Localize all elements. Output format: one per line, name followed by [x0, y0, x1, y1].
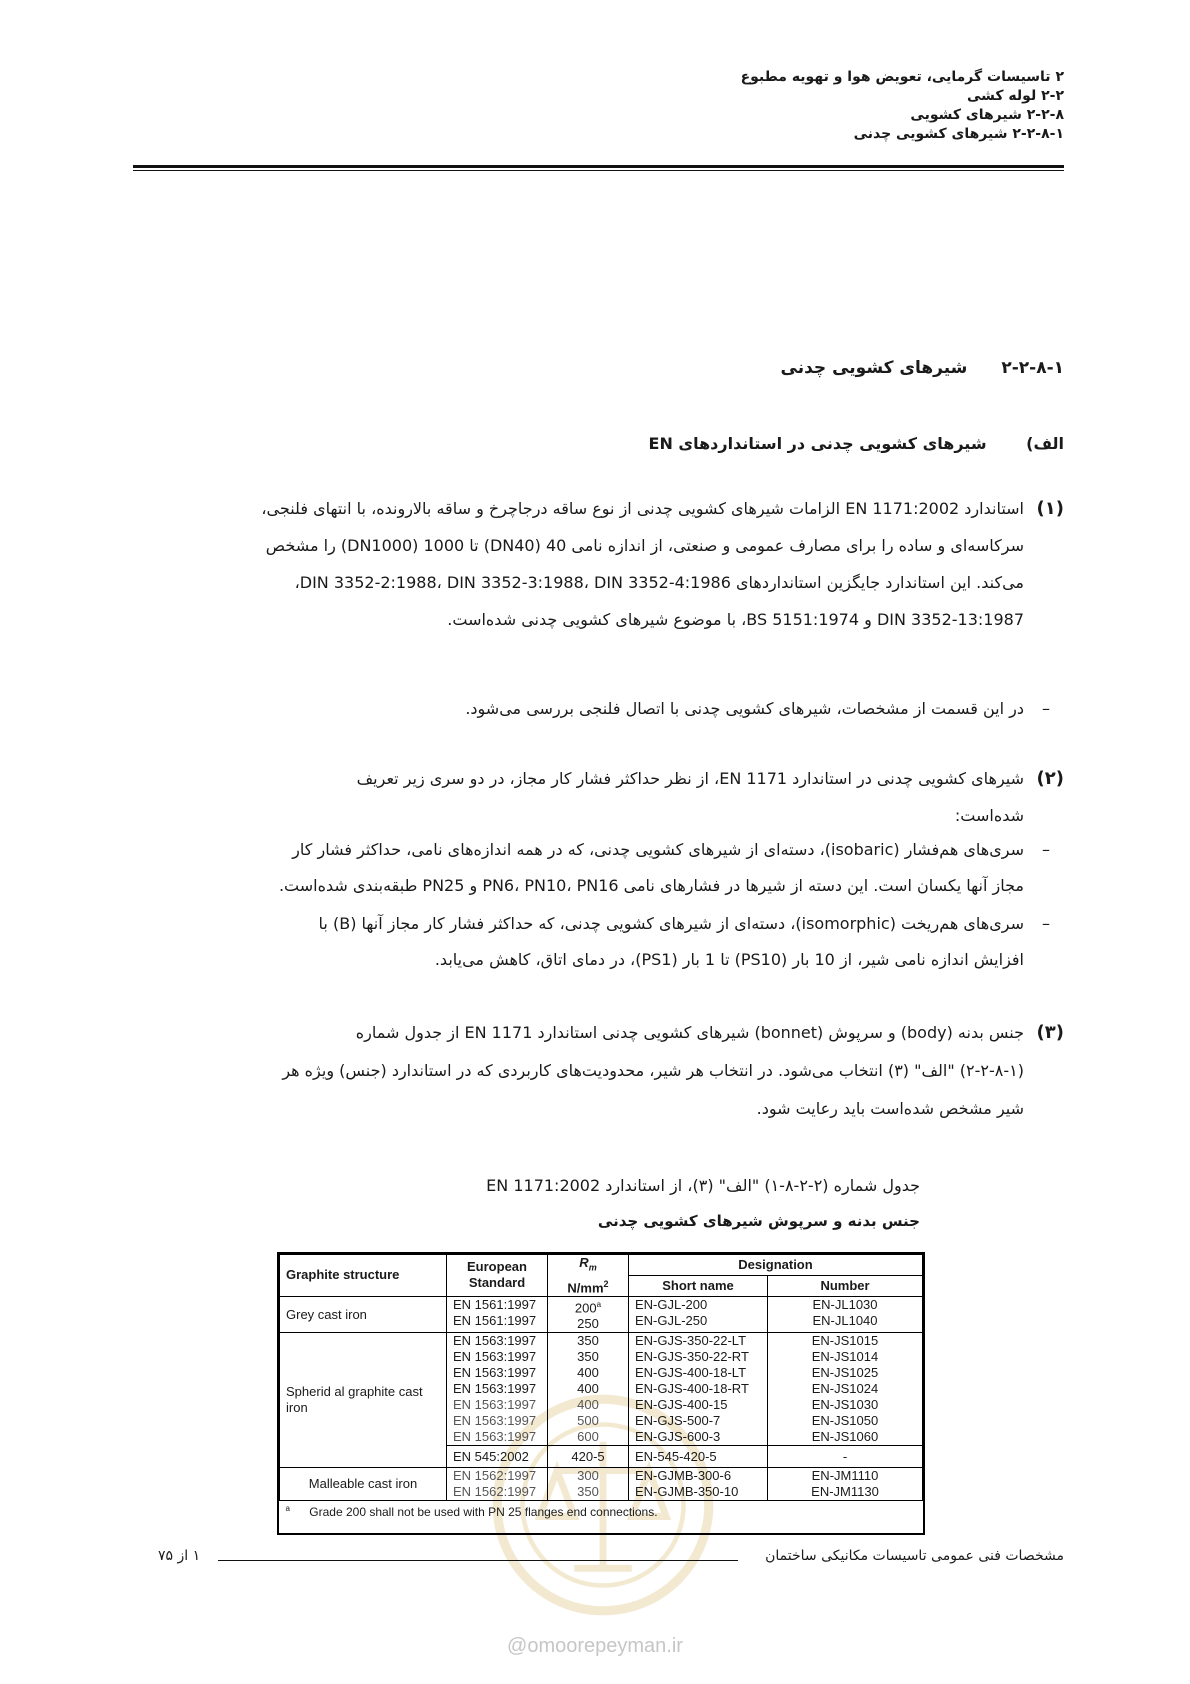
number-cell: [768, 1296, 923, 1332]
paragraph-line: سرکاسه‌ای و ساده را برای مصارف عمومی و صنعتی، از اندازه نامی 40 (DN40) تا 1000 (DN1000) را مشخص: [265, 536, 1024, 555]
header-line-4: ۲-۲-۸-۱ شیرهای کشویی چدنی: [853, 126, 1064, 142]
paragraph-line: شیر مشخص شده‌است باید رعایت شود.: [756, 1099, 1024, 1118]
short-name-value: EN-GJS-350-22-RT: [635, 1349, 749, 1365]
paragraph-line: استاندارد EN 1171:2002 الزامات شیرهای کشویی چدنی از نوع ساقه درجاچرخ و ساقه بالارونده، با انتهای فلنجی،: [261, 499, 1024, 518]
header-rm-subscript: m: [588, 1262, 597, 1273]
number-cell: [768, 1333, 923, 1446]
header-european-standard: [447, 1255, 548, 1297]
short-name-cell: [629, 1468, 768, 1501]
bullet-item-1: [168, 690, 1064, 727]
short-name-value: EN-GJL-200: [635, 1296, 708, 1312]
footnote-mark: a: [285, 1504, 290, 1514]
standard-value: EN 1563:1997: [453, 1365, 537, 1381]
number-value: EN-JS1030: [811, 1397, 879, 1413]
header-number: Number: [768, 1275, 923, 1296]
bullet-item-2: [168, 832, 1064, 904]
rm-value: 350: [577, 1333, 599, 1349]
paragraph-line: شده‌است:: [954, 806, 1024, 825]
table-caption: جدول شماره (۲-۲-۸-۱) "الف" (۳)، از استاندارد EN 1171:2002: [486, 1176, 920, 1195]
header-rm: [548, 1255, 629, 1297]
paragraph-1: [168, 490, 1064, 638]
short-name-value: EN-GJS-600-3: [635, 1429, 721, 1445]
rm-value: 300: [577, 1468, 599, 1484]
table-row: [280, 1333, 923, 1446]
footer-rule-right: [470, 1560, 738, 1561]
short-name-value: EN-GJS-500-7: [635, 1413, 721, 1429]
rm-cell: 420-5: [548, 1446, 629, 1468]
standard-value: EN 1563:1997: [453, 1397, 537, 1413]
standard-value: EN 1563:1997: [453, 1349, 537, 1365]
header-rm-superscript: 2: [603, 1278, 609, 1289]
watermark-text: @omoorepeyman.ir: [507, 1635, 683, 1657]
short-name-value: EN-GJS-400-18-LT: [635, 1365, 747, 1381]
table-footnote: [280, 1501, 923, 1521]
subsection-marker: الف): [1026, 434, 1064, 453]
short-name-value: EN-GJMB-350-10: [635, 1484, 739, 1500]
bullet-line: سری‌های هم‌ریخت (isomorphic)، دسته‌ای از شیرهای کشویی چدنی، که حداکثر فشار کار مجاز آنها (B) با: [318, 914, 1024, 933]
material-table: [277, 1252, 925, 1535]
bullet-dash: –: [1042, 840, 1050, 859]
table-title: جنس بدنه و سرپوش شیرهای کشویی چدنی: [597, 1212, 920, 1230]
number-cell: -: [768, 1446, 923, 1468]
bullet-text: در این قسمت از مشخصات، شیرهای کشویی چدنی با اتصال فلنجی بررسی می‌شود.: [465, 699, 1024, 718]
header-standard-line1: European: [467, 1259, 527, 1275]
rm-value: 400: [577, 1397, 599, 1413]
paragraph-line: (۲-۲-۸-۱) "الف" (۳) انتخاب می‌شود. در انتخاب هر شیر، محدودیت‌های کاربردی که در استاندارد (جنس) ویژه هر: [282, 1061, 1024, 1080]
standard-value: EN 1561:1997: [453, 1296, 537, 1312]
header-rule-thin: [133, 170, 1064, 171]
header-line-3: ۲-۲-۸ شیرهای کشویی: [910, 107, 1064, 123]
section-title: شیرهای کشویی چدنی: [780, 358, 968, 378]
standard-cell: [447, 1333, 548, 1446]
header-rm-unit: N/mm: [567, 1279, 604, 1295]
structure-cell: Malleable cast iron: [280, 1468, 447, 1501]
header-designation: Designation: [629, 1255, 923, 1276]
header-rm-symbol: R: [579, 1255, 589, 1270]
bullet-line: افزایش اندازه نامی شیر، از 10 بار (PS10) تا 1 بار (PS1)، در دمای اتاق، کاهش می‌یابد.: [434, 950, 1024, 969]
short-name-value: EN-GJL-250: [635, 1312, 708, 1328]
number-value: EN-JS1050: [811, 1413, 879, 1429]
standard-cell: [447, 1468, 548, 1501]
footnote-ref: a: [596, 1299, 602, 1309]
standard-value: EN 1563:1997: [453, 1381, 537, 1397]
number-value: EN-JS1024: [811, 1381, 879, 1397]
rm-value: 200: [574, 1300, 597, 1316]
rm-value: 250: [577, 1316, 599, 1332]
header-rule-thick: [133, 165, 1064, 168]
number-value: EN-JM1130: [811, 1484, 879, 1500]
bullet-line: سری‌های هم‌فشار (isobaric)، دسته‌ای از شیرهای کشویی چدنی، که در همه اندازه‌های نامی، حداکثر فشار کار: [292, 840, 1024, 859]
number-value: EN-JS1025: [811, 1365, 879, 1381]
paragraph-line: می‌کند. این استاندارد جایگزین استانداردهای DIN 3352-2:1988، DIN 3352-3:1988، DIN 3352-4:1986،: [294, 573, 1024, 592]
running-header: [364, 68, 1064, 144]
standard-value: EN 1563:1997: [453, 1333, 537, 1349]
standard-value: EN 1561:1997: [453, 1312, 537, 1328]
number-value: EN-JL1040: [812, 1312, 878, 1328]
table-row: [280, 1468, 923, 1501]
standard-cell: [447, 1296, 548, 1332]
page-number: ۱ از ۷۵: [158, 1548, 201, 1564]
paragraph-line: شیرهای کشویی چدنی در استاندارد EN 1171، از نظر حداکثر فشار کار مجاز، در دو سری زیر تعریف: [356, 769, 1024, 788]
header-short-name: Short name: [629, 1275, 768, 1296]
rm-value: 500: [577, 1413, 599, 1429]
number-value: EN-JL1030: [812, 1296, 878, 1312]
rm-cell: [548, 1333, 629, 1446]
standard-value: EN 1563:1997: [453, 1413, 537, 1429]
rm-value: 350: [577, 1349, 599, 1365]
paragraph-line: DIN 3352-13:1987 و BS 5151:1974، با موضوع شیرهای کشویی چدنی شده‌است.: [447, 610, 1024, 629]
rm-cell: [548, 1468, 629, 1501]
standard-value: EN 1562:1997: [453, 1468, 537, 1484]
rm-cell: [548, 1296, 629, 1332]
header-line-1: ۲ تاسیسات گرمایی، تعویض هوا و تهویه مطبوع: [740, 69, 1064, 85]
section-heading: [781, 358, 1065, 378]
paragraph-3: [168, 1014, 1064, 1128]
subsection-heading: [649, 434, 1064, 453]
rm-value: 350: [577, 1484, 599, 1500]
section-number: ۲-۲-۸-۱: [1001, 358, 1064, 378]
header-line-2: ۲-۲ لوله کشی: [967, 88, 1064, 104]
paragraph-marker: (۳): [1036, 1022, 1064, 1043]
short-name-cell: EN-545-420-5: [629, 1446, 768, 1468]
short-name-value: EN-GJS-400-18-RT: [635, 1381, 749, 1397]
bullet-line: مجاز آنها یکسان است. این دسته از شیرها در فشارهای نامی PN6، PN10، PN16 و PN25 طبقه‌بندی شده‌است.: [278, 876, 1024, 895]
footer-rule-left: [218, 1560, 470, 1561]
standard-value: EN 1563:1997: [453, 1429, 537, 1445]
short-name-value: EN-GJMB-300-6: [635, 1468, 732, 1484]
number-value: EN-JS1015: [811, 1333, 879, 1349]
paragraph-line: جنس بدنه (body) و سرپوش (bonnet) شیرهای کشویی چدنی استاندارد EN 1171 از جدول شماره: [355, 1023, 1024, 1042]
table-row: [280, 1296, 923, 1332]
rm-value: 600: [577, 1429, 599, 1445]
number-value: EN-JM1110: [811, 1468, 879, 1484]
paragraph-marker: (۱): [1036, 498, 1064, 519]
rm-value: 400: [577, 1381, 599, 1397]
bullet-dash: –: [1042, 699, 1050, 718]
header-graphite-structure: Graphite structure: [280, 1255, 447, 1297]
number-value: EN-JS1014: [811, 1349, 879, 1365]
standard-cell: EN 545:2002: [447, 1446, 548, 1468]
short-name-value: EN-GJS-350-22-LT: [635, 1333, 747, 1349]
standard-value: EN 1562:1997: [453, 1484, 537, 1500]
number-cell: [768, 1468, 923, 1501]
number-value: EN-JS1060: [811, 1429, 879, 1445]
short-name-cell: [629, 1296, 768, 1332]
rm-value: 400: [577, 1365, 599, 1381]
subsection-title: شیرهای کشویی چدنی در استانداردهای EN: [648, 434, 987, 453]
structure-cell: Grey cast iron: [280, 1296, 447, 1332]
footer-title: مشخصات فنی عمومی تاسیسات مکانیکی ساختمان: [765, 1548, 1064, 1564]
paragraph-marker: (۲): [1036, 768, 1064, 789]
bullet-dash: –: [1042, 914, 1050, 933]
footnote-text: Grade 200 shall not be used with PN 25 flanges end connections.: [309, 1505, 658, 1520]
short-name-value: EN-GJS-400-15: [635, 1397, 728, 1413]
header-standard-line2: Standard: [468, 1275, 526, 1291]
paragraph-2: [168, 760, 1064, 834]
short-name-cell: [629, 1333, 768, 1446]
structure-cell: Spherid al graphite cast iron: [280, 1333, 447, 1468]
bullet-item-3: [168, 906, 1064, 978]
table-footnote-row: [280, 1501, 923, 1521]
